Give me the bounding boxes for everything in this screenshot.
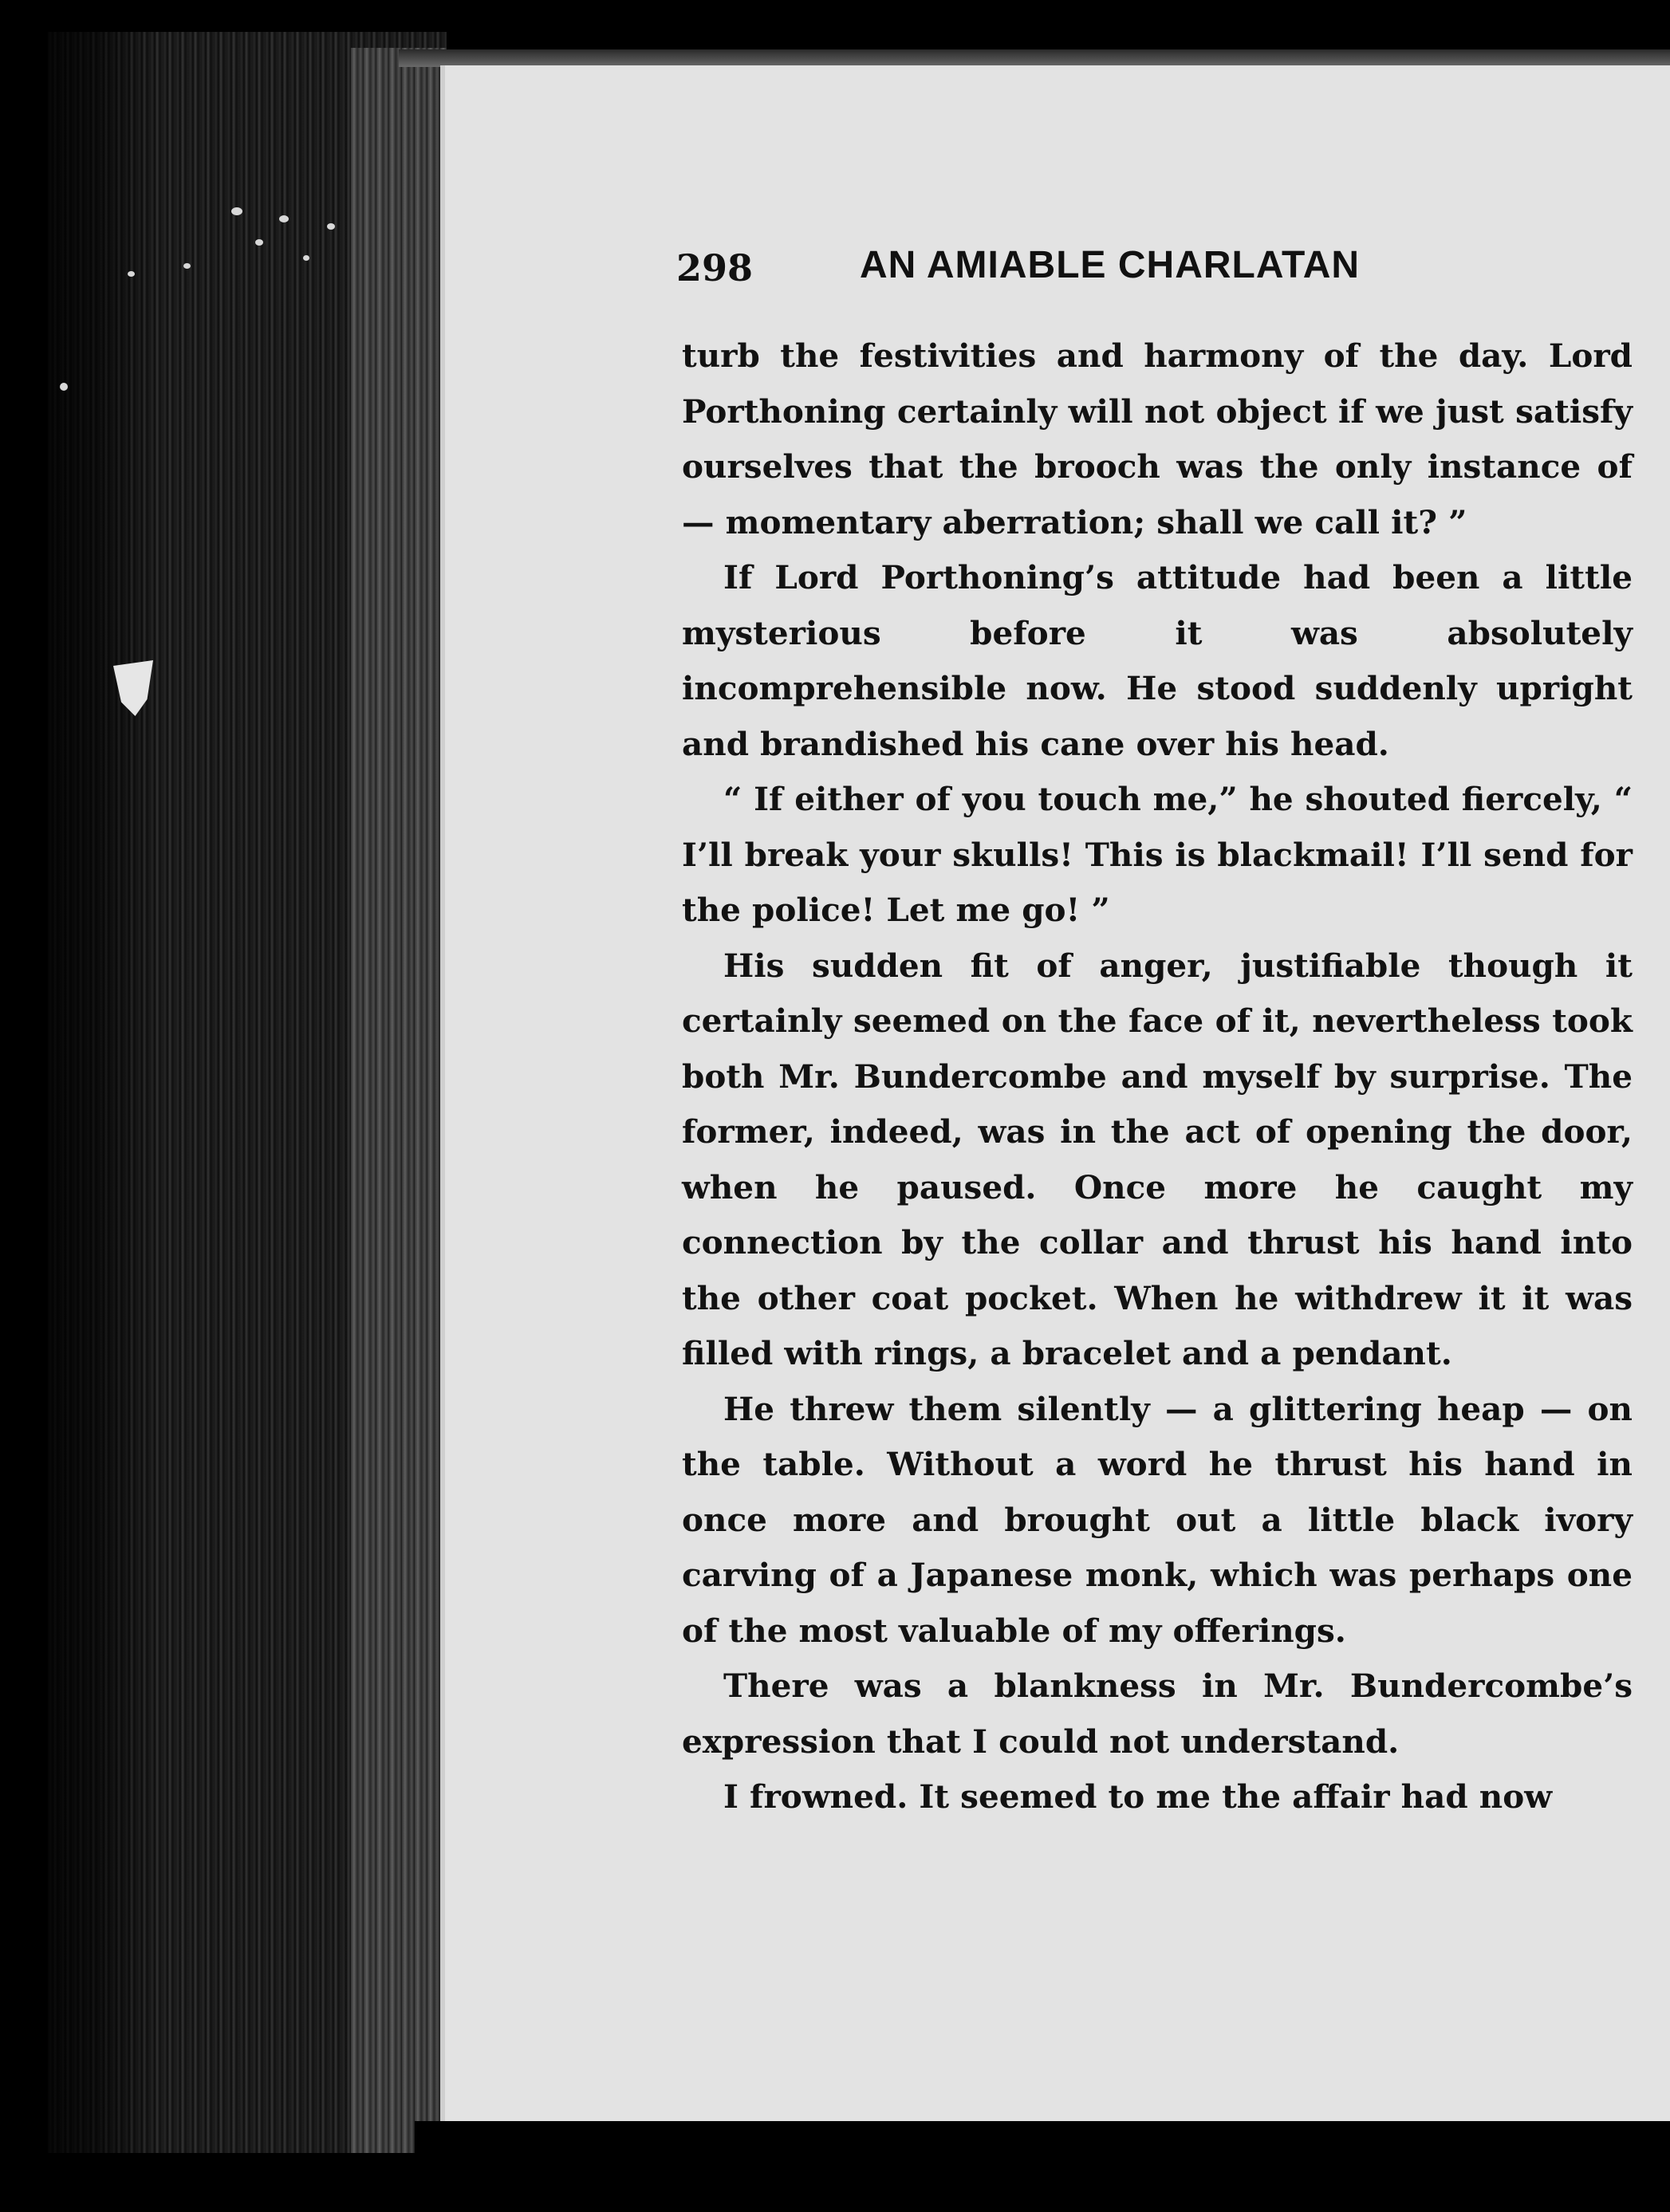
page-top-edge [399, 49, 1670, 67]
paragraph: turb the festivities and harmony of the day. Lord Porthoning certainly will not object if we just satisfy ourselves that the brooch was the only instance of — momentary aberration; shall we call it? ” [682, 337, 1633, 541]
paragraph: There was a blankness in Mr. Bundercombe’s expression that I could not understand. [682, 1667, 1633, 1761]
paragraph: I frowned. It seemed to me the affair had now [723, 1777, 1553, 1816]
dust-speck [231, 207, 242, 215]
dust-speck [60, 383, 68, 391]
page-edges [351, 48, 447, 2153]
bottom-margin [415, 2121, 1670, 2212]
paragraph: If Lord Porthoning’s attitude had been a little mysterious before it was absolutely incomprehensible now. He stood suddenly upright and brandished his cane over his head. [682, 558, 1633, 763]
body-text [682, 329, 1633, 1825]
dust-speck [183, 263, 191, 269]
running-header [676, 243, 1633, 299]
paragraph: He threw them silently — a glittering heap — on the table. Without a word he thrust his hand in once more and brought out a little black ivory carving of a Japanese monk, which was perhaps one of the most valuable of my offerings. [682, 1389, 1633, 1650]
dust-speck [279, 215, 289, 222]
paragraph: His sudden fit of anger, justifiable though it certainly seemed on the face of it, nevertheless took both Mr. Bundercombe and myself by surprise. The former, indeed, was in the act of opening the door, when he paused. Once more he caught my connection by the collar and thrust his hand into the other coat pocket. When he withdrew it it was filled with rings, a bracelet and a pendant. [682, 946, 1633, 1372]
dust-speck [128, 271, 135, 277]
dust-speck [303, 255, 309, 261]
dark-margin [0, 0, 160, 2212]
dust-speck [255, 239, 263, 246]
running-title: AN AMIABLE CHARLATAN [860, 244, 1361, 286]
dust-speck [327, 223, 335, 230]
page-number: 298 [676, 246, 754, 289]
paragraph: “ If either of you touch me,” he shouted fiercely, “ I’ll break your skulls! This is blackmail! I’ll send for the police! Let me go! ” [682, 780, 1633, 929]
